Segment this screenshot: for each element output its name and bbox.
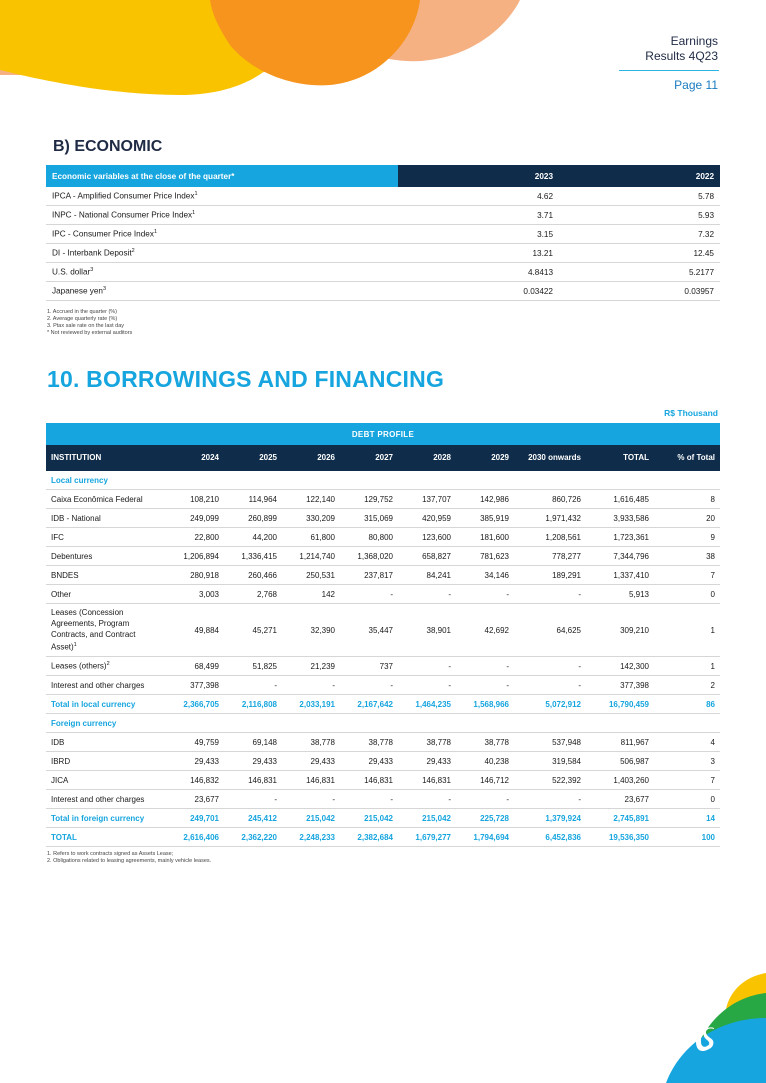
debt-value-cell: 309,210: [586, 604, 654, 657]
debt-value-cell: 1,214,740: [282, 547, 340, 566]
debt-value-cell: 49,884: [166, 604, 224, 657]
debt-value-cell: 2,616,406: [166, 828, 224, 847]
debt-row: [46, 490, 720, 509]
debt-value-cell: 146,831: [340, 771, 398, 790]
debt-value-cell: 32,390: [282, 604, 340, 657]
economic-variables-table: [46, 165, 720, 301]
debt-row: [46, 528, 720, 547]
institution-name: IDB - National: [51, 513, 101, 523]
econ-variable-cell: [46, 244, 398, 263]
debt-row: [46, 657, 720, 676]
debt-value-cell: 137,707: [398, 490, 456, 509]
institution-cell: [46, 604, 166, 657]
debt-value-cell: 142,300: [586, 657, 654, 676]
econ-value-2023: 3.71: [398, 206, 559, 225]
debt-value-cell: 237,817: [340, 566, 398, 585]
debt-value-cell: 7,344,796: [586, 547, 654, 566]
institution-name: Total in foreign currency: [51, 813, 145, 823]
debt-profile-title: DEBT PROFILE: [46, 423, 720, 445]
institution-cell: [46, 547, 166, 566]
debt-value-cell: 45,271: [224, 604, 282, 657]
debt-value-cell: 249,099: [166, 509, 224, 528]
debt-value-cell: 29,433: [224, 752, 282, 771]
institution-name: Other: [51, 589, 72, 599]
institution-cell: [46, 790, 166, 809]
debt-value-cell: 3,003: [166, 585, 224, 604]
econ-value-2023: 0.03422: [398, 282, 559, 301]
debt-value-cell: -: [282, 790, 340, 809]
debt-value-cell: -: [224, 790, 282, 809]
footnote-ref: 1: [192, 210, 196, 217]
debt-value-cell: 260,899: [224, 509, 282, 528]
debt-col-header: INSTITUTION: [46, 445, 166, 471]
debt-value-cell: -: [514, 790, 586, 809]
debt-col-header: 2030 onwards: [514, 445, 586, 471]
debt-value-cell: 245,412: [224, 809, 282, 828]
econ-value-2022: 5.78: [559, 187, 720, 206]
group-label: Foreign currency: [46, 714, 720, 733]
debt-row: [46, 733, 720, 752]
econ-col-2023: 2023: [398, 165, 559, 187]
econ-variable-name: INPC - National Consumer Price Index: [52, 210, 193, 220]
debt-value-cell: 1,679,277: [398, 828, 456, 847]
debt-col-header: 2026: [282, 445, 340, 471]
debt-value-cell: 537,948: [514, 733, 586, 752]
econ-variable-cell: [46, 225, 398, 244]
debt-value-cell: 146,832: [166, 771, 224, 790]
debt-value-cell: 29,433: [166, 752, 224, 771]
debt-value-cell: 2,768: [224, 585, 282, 604]
institution-cell: [46, 490, 166, 509]
debt-value-cell: -: [340, 676, 398, 695]
debt-value-cell: -: [398, 676, 456, 695]
debt-value-cell: 658,827: [398, 547, 456, 566]
institution-name: Leases (Concession Agreements, Program Contracts, and Contract Asset): [51, 608, 136, 652]
debt-value-cell: 811,967: [586, 733, 654, 752]
institution-name: IDB: [51, 737, 65, 747]
institution-cell: [46, 828, 166, 847]
debt-value-cell: 1,368,020: [340, 547, 398, 566]
debt-value-cell: 108,210: [166, 490, 224, 509]
institution-name: Interest and other charges: [51, 794, 145, 804]
econ-note: 2. Average quarterly rate (%): [47, 316, 118, 322]
debt-col-header: 2029: [456, 445, 514, 471]
debt-value-cell: 0: [654, 585, 720, 604]
debt-value-cell: -: [514, 657, 586, 676]
econ-variable-name: U.S. dollar: [52, 267, 91, 277]
debt-value-cell: 3: [654, 752, 720, 771]
debt-col-header: 2027: [340, 445, 398, 471]
debt-value-cell: 522,392: [514, 771, 586, 790]
institution-name: TOTAL: [51, 832, 77, 842]
debt-value-cell: -: [398, 657, 456, 676]
econ-note: * Not reviewed by external auditors: [47, 330, 133, 336]
debt-value-cell: 23,677: [586, 790, 654, 809]
debt-col-header: TOTAL: [586, 445, 654, 471]
debt-value-cell: 260,466: [224, 566, 282, 585]
econ-note: 1. Accrued in the quarter (%): [47, 309, 118, 315]
debt-value-cell: 1: [654, 604, 720, 657]
header-title-line1: Earnings: [670, 34, 718, 48]
debt-value-cell: 84,241: [398, 566, 456, 585]
debt-value-cell: 2,745,891: [586, 809, 654, 828]
debt-value-cell: 1,337,410: [586, 566, 654, 585]
debt-value-cell: 377,398: [586, 676, 654, 695]
debt-value-cell: 80,800: [340, 528, 398, 547]
footnote-ref: 1: [194, 191, 198, 198]
debt-value-cell: -: [224, 676, 282, 695]
debt-value-cell: 2: [654, 676, 720, 695]
debt-value-cell: 86: [654, 695, 720, 714]
econ-variable-cell: [46, 282, 398, 301]
institution-name: IBRD: [51, 756, 71, 766]
footnote-ref: 2: [131, 248, 135, 255]
debt-value-cell: 44,200: [224, 528, 282, 547]
debt-value-cell: 22,800: [166, 528, 224, 547]
debt-value-cell: 61,800: [282, 528, 340, 547]
econ-row: [46, 187, 720, 206]
econ-row: [46, 225, 720, 244]
debt-value-cell: 2,362,220: [224, 828, 282, 847]
debt-value-cell: -: [398, 790, 456, 809]
debt-value-cell: 1,208,561: [514, 528, 586, 547]
debt-value-cell: 225,728: [456, 809, 514, 828]
debt-value-cell: -: [456, 676, 514, 695]
econ-row: [46, 282, 720, 301]
footnote-ref: 2: [106, 661, 110, 668]
debt-row: [46, 509, 720, 528]
econ-value-2022: 5.93: [559, 206, 720, 225]
debt-value-cell: 34,146: [456, 566, 514, 585]
debt-value-cell: 215,042: [282, 809, 340, 828]
debt-value-cell: 38,778: [398, 733, 456, 752]
company-logo: [692, 1025, 718, 1053]
institution-name: BNDES: [51, 570, 79, 580]
econ-note: 3. Ptax sale rate on the last day: [47, 323, 125, 329]
econ-row: [46, 206, 720, 225]
debt-value-cell: 38,778: [340, 733, 398, 752]
debt-row: [46, 790, 720, 809]
debt-profile-table: [46, 423, 720, 847]
institution-cell: [46, 585, 166, 604]
debt-value-cell: 385,919: [456, 509, 514, 528]
debt-value-cell: 1,794,694: [456, 828, 514, 847]
debt-row: [46, 585, 720, 604]
econ-variable-name: IPCA - Amplified Consumer Price Index: [52, 191, 195, 201]
debt-value-cell: 420,959: [398, 509, 456, 528]
debt-col-header: 2025: [224, 445, 282, 471]
debt-value-cell: -: [282, 676, 340, 695]
econ-value-2022: 5.2177: [559, 263, 720, 282]
debt-value-cell: 38,778: [282, 733, 340, 752]
debt-value-cell: 1,568,966: [456, 695, 514, 714]
debt-value-cell: 377,398: [166, 676, 224, 695]
debt-row: [46, 676, 720, 695]
debt-value-cell: 2,116,808: [224, 695, 282, 714]
debt-value-cell: 23,677: [166, 790, 224, 809]
debt-row: [46, 566, 720, 585]
debt-value-cell: 860,726: [514, 490, 586, 509]
institution-cell: [46, 528, 166, 547]
debt-value-cell: 0: [654, 790, 720, 809]
debt-value-cell: 5,913: [586, 585, 654, 604]
debt-value-cell: 16,790,459: [586, 695, 654, 714]
debt-value-cell: 3,933,586: [586, 509, 654, 528]
debt-value-cell: 8: [654, 490, 720, 509]
debt-value-cell: 123,600: [398, 528, 456, 547]
debt-value-cell: 146,831: [398, 771, 456, 790]
debt-value-cell: 7: [654, 771, 720, 790]
debt-value-cell: -: [340, 790, 398, 809]
institution-name: IFC: [51, 532, 64, 542]
debt-value-cell: 68,499: [166, 657, 224, 676]
econ-variable-name: DI - Interbank Deposit: [52, 248, 132, 258]
debt-value-cell: 1,723,361: [586, 528, 654, 547]
debt-value-cell: 7: [654, 566, 720, 585]
debt-value-cell: 38,901: [398, 604, 456, 657]
econ-value-2023: 4.62: [398, 187, 559, 206]
debt-value-cell: 189,291: [514, 566, 586, 585]
debt-value-cell: 100: [654, 828, 720, 847]
debt-value-cell: -: [340, 585, 398, 604]
institution-cell: [46, 676, 166, 695]
debt-value-cell: 280,918: [166, 566, 224, 585]
debt-value-cell: 319,584: [514, 752, 586, 771]
debt-value-cell: 42,692: [456, 604, 514, 657]
debt-value-cell: 38: [654, 547, 720, 566]
debt-value-cell: -: [398, 585, 456, 604]
debt-value-cell: 506,987: [586, 752, 654, 771]
econ-col-variable: Economic variables at the close of the quarter*: [46, 165, 398, 187]
debt-value-cell: 215,042: [340, 809, 398, 828]
debt-col-header: % of Total: [654, 445, 720, 471]
debt-value-cell: 19,536,350: [586, 828, 654, 847]
economic-section-title: B) ECONOMIC: [53, 138, 163, 155]
econ-value-2023: 3.15: [398, 225, 559, 244]
debt-value-cell: 20: [654, 509, 720, 528]
debt-value-cell: 69,148: [224, 733, 282, 752]
debt-row: [46, 604, 720, 657]
debt-value-cell: 64,625: [514, 604, 586, 657]
footnote-ref: 3: [102, 286, 107, 293]
econ-value-2022: 12.45: [559, 244, 720, 263]
debt-value-cell: 35,447: [340, 604, 398, 657]
debt-value-cell: 1,971,432: [514, 509, 586, 528]
footnote-ref: 1: [153, 229, 157, 236]
econ-value-2023: 13.21: [398, 244, 559, 263]
institution-name: Total in local currency: [51, 699, 136, 709]
debt-value-cell: -: [456, 585, 514, 604]
debt-value-cell: 21,239: [282, 657, 340, 676]
econ-variable-cell: [46, 263, 398, 282]
total-foreign-row: [46, 809, 720, 828]
debt-row: [46, 771, 720, 790]
debt-value-cell: 2,366,705: [166, 695, 224, 714]
footnote-ref: 3: [90, 267, 94, 274]
debt-value-cell: 29,433: [340, 752, 398, 771]
debt-value-cell: 29,433: [282, 752, 340, 771]
institution-cell: [46, 657, 166, 676]
debt-value-cell: 40,238: [456, 752, 514, 771]
econ-variable-name: IPC - Consumer Price Index: [52, 229, 154, 239]
debt-value-cell: 142: [282, 585, 340, 604]
debt-value-cell: 146,712: [456, 771, 514, 790]
debt-value-cell: 1,206,894: [166, 547, 224, 566]
debt-value-cell: -: [514, 585, 586, 604]
debt-value-cell: 781,623: [456, 547, 514, 566]
debt-value-cell: 5,072,912: [514, 695, 586, 714]
decorative-shapes-top: [0, 0, 520, 110]
debt-row: [46, 547, 720, 566]
economic-footnotes: [47, 309, 132, 337]
currency-group-header: [46, 714, 720, 733]
debt-value-cell: 14: [654, 809, 720, 828]
debt-note: 1. Refers to work contracts signed as Assets Lease;: [47, 851, 174, 857]
debt-value-cell: 215,042: [398, 809, 456, 828]
debt-value-cell: -: [456, 790, 514, 809]
econ-variable-name: Japanese yen: [52, 286, 103, 296]
debt-value-cell: 330,209: [282, 509, 340, 528]
debt-value-cell: 4: [654, 733, 720, 752]
econ-value-2023: 4.8413: [398, 263, 559, 282]
debt-col-header: 2028: [398, 445, 456, 471]
debt-value-cell: 737: [340, 657, 398, 676]
debt-value-cell: 29,433: [398, 752, 456, 771]
econ-row: [46, 263, 720, 282]
econ-row: [46, 244, 720, 263]
debt-value-cell: 129,752: [340, 490, 398, 509]
econ-variable-cell: [46, 206, 398, 225]
debt-value-cell: 181,600: [456, 528, 514, 547]
debt-value-cell: 51,825: [224, 657, 282, 676]
debt-value-cell: 6,452,836: [514, 828, 586, 847]
institution-cell: [46, 695, 166, 714]
institution-name: JICA: [51, 775, 69, 785]
institution-name: Caixa Econômica Federal: [51, 494, 143, 504]
debt-value-cell: 2,248,233: [282, 828, 340, 847]
page-number: Page 11: [674, 78, 718, 92]
borrowings-section-title: 10. BORROWINGS AND FINANCING: [47, 366, 445, 392]
debt-value-cell: 49,759: [166, 733, 224, 752]
debt-value-cell: 1,616,485: [586, 490, 654, 509]
document-header: [645, 34, 718, 64]
debt-value-cell: 778,277: [514, 547, 586, 566]
debt-value-cell: 1,379,924: [514, 809, 586, 828]
debt-value-cell: 1: [654, 657, 720, 676]
institution-cell: [46, 733, 166, 752]
header-title-line2: Results 4Q23: [645, 49, 718, 63]
debt-value-cell: 142,986: [456, 490, 514, 509]
debt-value-cell: 2,382,684: [340, 828, 398, 847]
debt-value-cell: 2,167,642: [340, 695, 398, 714]
debt-value-cell: 315,069: [340, 509, 398, 528]
institution-name: Leases (others): [51, 661, 107, 671]
debt-row: [46, 752, 720, 771]
debt-col-header: 2024: [166, 445, 224, 471]
debt-value-cell: 1,464,235: [398, 695, 456, 714]
grand-total-row: [46, 828, 720, 847]
debt-value-cell: 9: [654, 528, 720, 547]
debt-value-cell: 1,403,260: [586, 771, 654, 790]
borrowings-footnotes: [47, 851, 211, 865]
group-label: Local currency: [46, 471, 720, 490]
institution-cell: [46, 566, 166, 585]
debt-value-cell: 250,531: [282, 566, 340, 585]
debt-value-cell: -: [514, 676, 586, 695]
currency-group-header: [46, 471, 720, 490]
econ-value-2022: 0.03957: [559, 282, 720, 301]
econ-col-2022: 2022: [559, 165, 720, 187]
institution-cell: [46, 809, 166, 828]
total-local-row: [46, 695, 720, 714]
debt-value-cell: 249,701: [166, 809, 224, 828]
institution-name: Debentures: [51, 551, 93, 561]
econ-value-2022: 7.32: [559, 225, 720, 244]
footnote-ref: 1: [73, 642, 77, 649]
debt-value-cell: 2,033,191: [282, 695, 340, 714]
debt-value-cell: 146,831: [282, 771, 340, 790]
debt-value-cell: 38,778: [456, 733, 514, 752]
institution-cell: [46, 509, 166, 528]
debt-value-cell: 1,336,415: [224, 547, 282, 566]
debt-value-cell: 122,140: [282, 490, 340, 509]
institution-cell: [46, 752, 166, 771]
debt-value-cell: -: [456, 657, 514, 676]
econ-variable-cell: [46, 187, 398, 206]
header-divider: [619, 70, 719, 71]
debt-note: 2. Obligations related to leasing agreements, mainly vehicle leases.: [47, 858, 212, 864]
currency-unit-label: R$ Thousand: [664, 408, 718, 418]
institution-cell: [46, 771, 166, 790]
debt-value-cell: 114,964: [224, 490, 282, 509]
debt-value-cell: 146,831: [224, 771, 282, 790]
institution-name: Interest and other charges: [51, 680, 145, 690]
